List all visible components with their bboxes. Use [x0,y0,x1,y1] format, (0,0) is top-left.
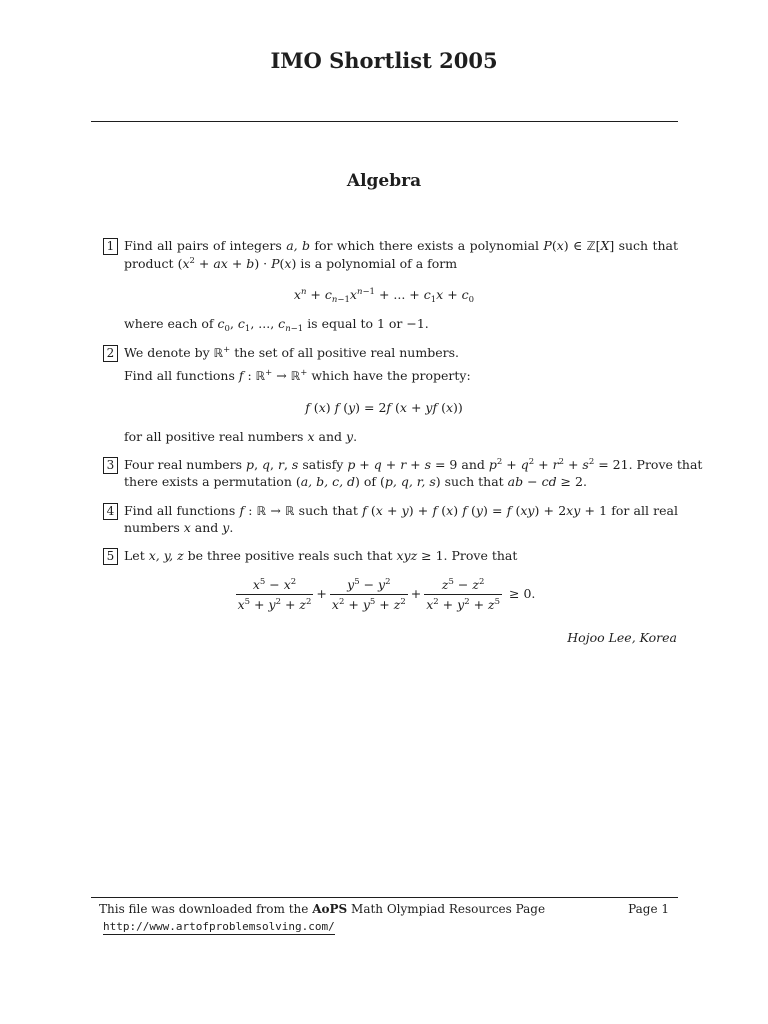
problem-number: 3 [103,457,118,474]
problem-1-line-3: where each of $c_0$, $c_1$, ..., $c_{n-1}$ is equal to 1 or −1. [124,316,429,334]
problem-5-inequality: $\frac{x^5 - x^2}{x^5 + y^2 + z^2}$ + $\frac{y^5 - y^2}{x^2 + y^5 + z^2}$ + $\frac{z^5 - z^2}{x^2 + y^2 + z^5}$ ≥ 0. [237,577,536,612]
problem-5-credit: Hojoo Lee, Korea [567,630,677,645]
problem-4-line-1: Find all functions f : ℝ → ℝ such that f (x + y) + f (x) f (y) = f (xy) + 2xy + 1 for all real [124,503,678,518]
footer-url-link[interactable]: http://www.artofproblemsolving.com/ [103,920,335,933]
problem-number: 4 [103,503,118,520]
problem-5-line-1: Let x, y, z be three positive reals such that xyz ≥ 1. Prove that [124,548,518,563]
footer-rule [91,897,678,898]
page-number: Page 1 [628,902,669,916]
problem-number: 1 [103,238,118,255]
problem-1-line-1: Find all pairs of integers a, b for which there exists a polynomial P(x) ∈ ℤ[X] such that [124,238,679,253]
header-rule [91,121,678,122]
problem-2-formula: f (x) f (y) = 2f (x + yf (x)) [305,400,463,415]
problem-number: 5 [103,548,118,565]
problem-3-line-1: Four real numbers p, q, r, s satisfy p + q + r + s = 9 and $p^2 + q^2 + r^2 + s^2 = 21$. Prove that [124,457,703,472]
problem-3-line-2: there exists a permutation (a, b, c, d) of (p, q, r, s) such that ab − cd ≥ 2. [124,474,587,489]
problem-2-line-3: for all positive real numbers x and y. [124,429,358,444]
footer-text: This file was downloaded from the AoPS Math Olympiad Resources Page [99,902,546,916]
section-heading: Algebra [346,171,422,191]
problem-1-formula: $x^n + c_{n-1}x^{n-1}$ + ... + $c_1x + c_0$ [293,287,475,305]
problem-2-line-2: Find all functions f : ℝ+ → ℝ+ which have the property: [124,368,471,383]
problem-number: 2 [103,345,118,362]
footer-url[interactable] [103,920,335,933]
problem-4-line-2: numbers x and y. [124,520,234,535]
aops-brand: AoPS [312,902,348,916]
page-title: IMO Shortlist 2005 [270,48,498,73]
problem-1-line-2: product ($x^2$ + ax + b) · P(x) is a polynomial of a form [124,256,458,271]
problem-2-line-1: We denote by ℝ+ the set of all positive real numbers. [124,345,459,360]
